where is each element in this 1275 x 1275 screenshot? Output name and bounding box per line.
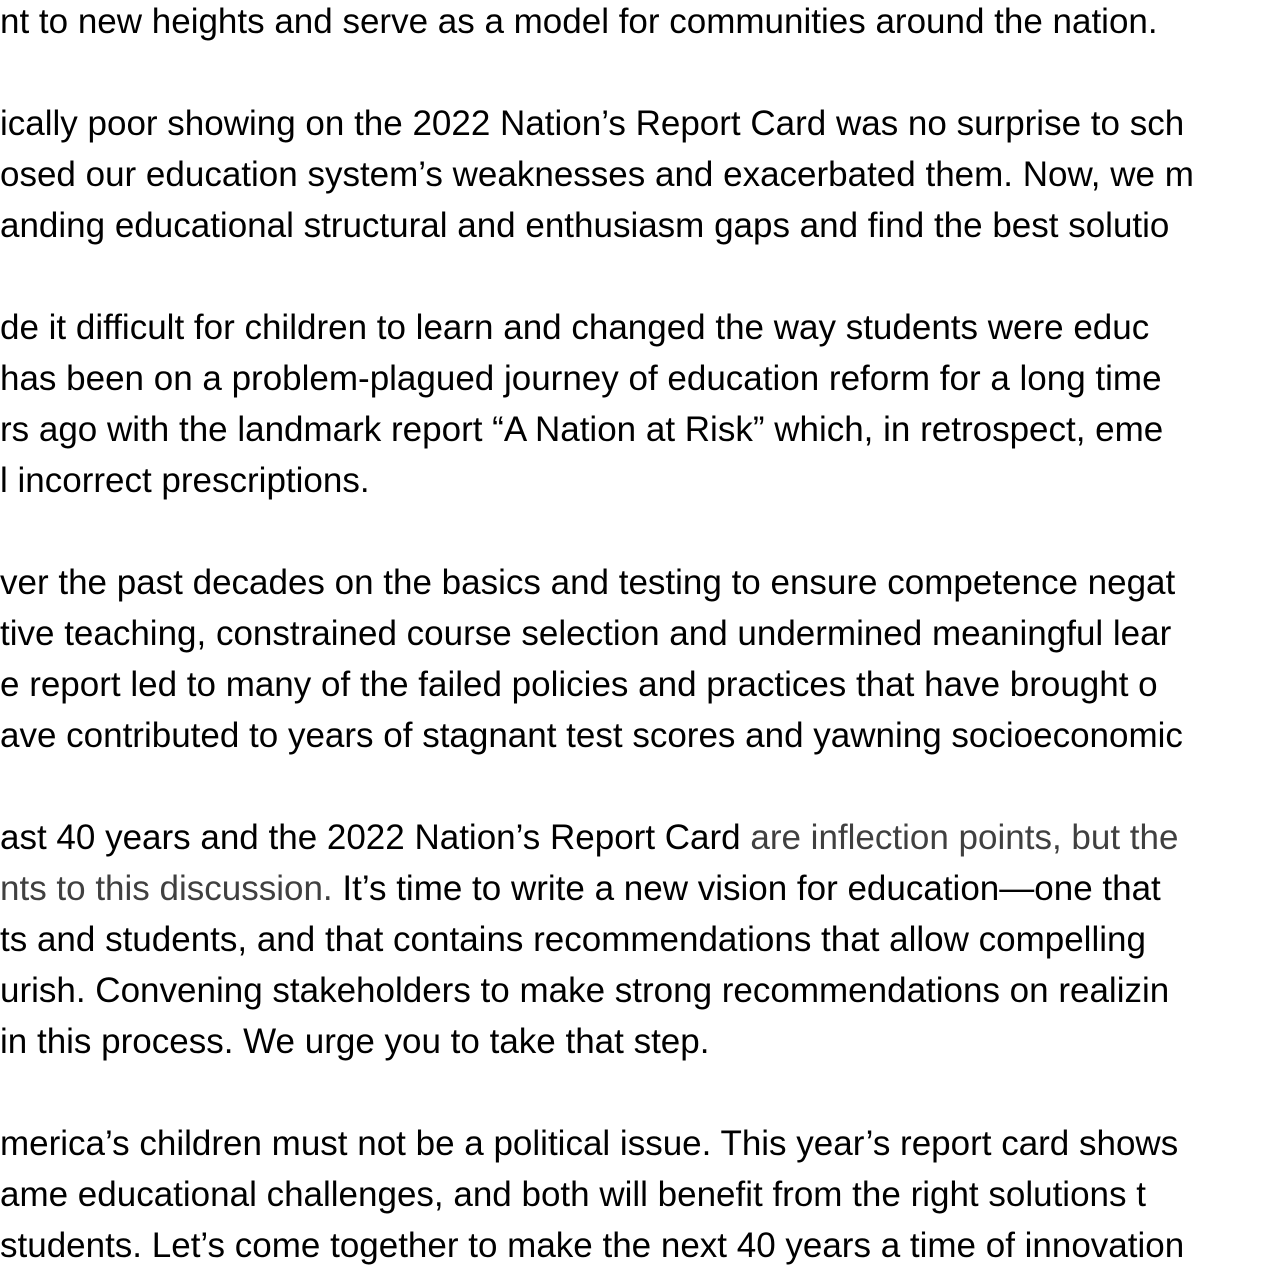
text-line [0, 354, 1162, 404]
text-segment: urish. Convening stakeholders to make strong recommendations on realizin [0, 971, 1170, 1010]
text-segment: ts and students, and that contains recommendations that allow compelling [0, 920, 1146, 959]
text-line [0, 1221, 1184, 1271]
muted-text-segment: nts to this discussion. [0, 869, 333, 908]
text-line [0, 0, 1158, 47]
text-line [0, 405, 1163, 455]
text-line [0, 711, 1183, 761]
text-segment: anding educational structural and enthusiasm gaps and find the best solutio [0, 206, 1170, 245]
text-segment: ver the past decades on the basics and testing to ensure competence negat [0, 563, 1176, 602]
text-line [0, 558, 1175, 608]
text-line [0, 201, 1169, 251]
text-line [0, 1119, 1178, 1169]
text-line [0, 660, 1158, 710]
text-line [0, 609, 1171, 659]
text-segment: e report led to many of the failed policies and practices that have brought o [0, 665, 1158, 704]
text-segment: in this process. We urge you to take that step. [0, 1022, 710, 1061]
text-segment: l incorrect prescriptions. [0, 461, 370, 500]
text-line [0, 150, 1194, 200]
text-line [0, 1170, 1146, 1220]
text-segment: ically poor showing on the 2022 Nation’s Report Card was no surprise to sch [0, 104, 1185, 143]
text-segment: merica’s children must not be a political issue. This year’s report card shows [0, 1124, 1179, 1163]
text-segment: ame educational challenges, and both will benefit from the right solutions t [0, 1175, 1146, 1214]
text-segment: osed our education system’s weaknesses and exacerbated them. Now, we m [0, 155, 1194, 194]
text-segment: nt to new heights and serve as a model for communities around the nation. [0, 2, 1158, 41]
text-segment: has been on a problem-plagued journey of education reform for a long time [0, 359, 1162, 398]
text-segment: rs ago with the landmark report “A Nation at Risk” which, in retrospect, eme [0, 410, 1164, 449]
text-line [0, 303, 1149, 353]
text-line [0, 864, 1161, 914]
text-segment: It’s time to write a new vision for education—one that [332, 869, 1161, 908]
text-segment: tive teaching, constrained course selection and undermined meaningful lear [0, 614, 1172, 653]
text-segment: students. Let’s come together to make the next 40 years a time of innovation [0, 1226, 1185, 1265]
text-line [0, 915, 1146, 965]
text-segment: ast 40 years and the 2022 Nation’s Report Card [0, 818, 751, 857]
muted-text-segment: are inflection points, but the [750, 818, 1179, 857]
text-line [0, 1017, 709, 1067]
text-line [0, 456, 370, 506]
text-line [0, 813, 1178, 863]
text-line [0, 966, 1169, 1016]
text-line [0, 99, 1184, 149]
text-segment: de it difficult for children to learn and changed the way students were educ [0, 308, 1150, 347]
text-segment: ave contributed to years of stagnant test scores and yawning socioeconomic [0, 716, 1183, 755]
